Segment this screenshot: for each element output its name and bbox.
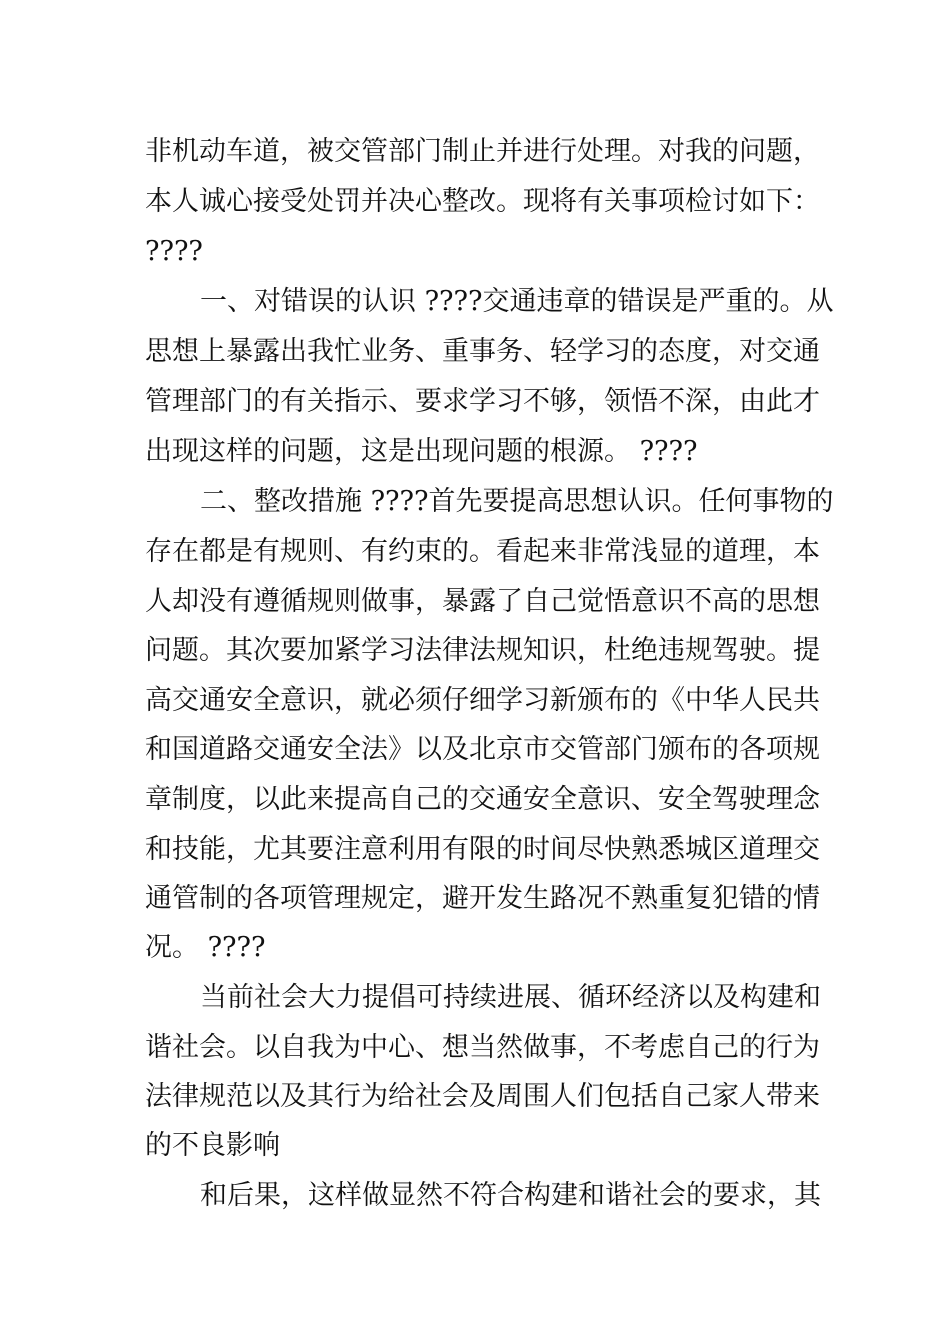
text-line: ???? (145, 236, 203, 267)
text-line: 本人诚心接受处罚并决心整改。现将有关事项检讨如下： (145, 186, 820, 217)
text-line: 法律规范以及其行为给社会及周围人们包括自己家人带来 (145, 1081, 820, 1112)
text-line: 通管制的各项管理规定，避开发生路况不熟重复犯错的情 (145, 883, 820, 914)
text-line: 存在都是有规则、有约束的。看起来非常浅显的道理，本 (145, 536, 820, 567)
text-line: 非机动车道，被交管部门制止并进行处理。对我的问题， (145, 136, 820, 167)
text-line: 和后果，这样做显然不符合构建和谐社会的要求，其 (200, 1180, 821, 1211)
text-line: 况。 ???? (145, 932, 266, 963)
text-line: 出现这样的问题，这是出现问题的根源。 ???? (145, 436, 698, 467)
text-line: 章制度，以此来提高自己的交通安全意识、安全驾驶理念 (145, 784, 820, 815)
text-line: 二、整改措施 ????首先要提高思想认识。任何事物的 (200, 486, 834, 517)
text-line: 管理部门的有关指示、要求学习不够，领悟不深，由此才 (145, 386, 820, 417)
text-line: 谐社会。以自我为中心、想当然做事，不考虑自己的行为 (145, 1032, 820, 1063)
text-line: 和技能，尤其要注意利用有限的时间尽快熟悉城区道理交 (145, 834, 820, 865)
text-line: 问题。其次要加紧学习法律法规知识，杜绝违规驾驶。提 (145, 635, 820, 666)
text-line: 一、对错误的认识 ????交通违章的错误是严重的。从 (200, 286, 834, 317)
text-line: 人却没有遵循规则做事，暴露了自己觉悟意识不高的思想 (145, 586, 820, 617)
text-line: 和国道路交通安全法》以及北京市交管部门颁布的各项规 (145, 734, 820, 765)
text-line: 的不良影响 (145, 1130, 280, 1161)
text-line: 当前社会大力提倡可持续进展、循环经济以及构建和 (200, 982, 821, 1013)
text-line: 思想上暴露出我忙业务、重事务、轻学习的态度，对交通 (145, 336, 820, 367)
text-line: 高交通安全意识，就必须仔细学习新颁布的《中华人民共 (145, 685, 820, 716)
